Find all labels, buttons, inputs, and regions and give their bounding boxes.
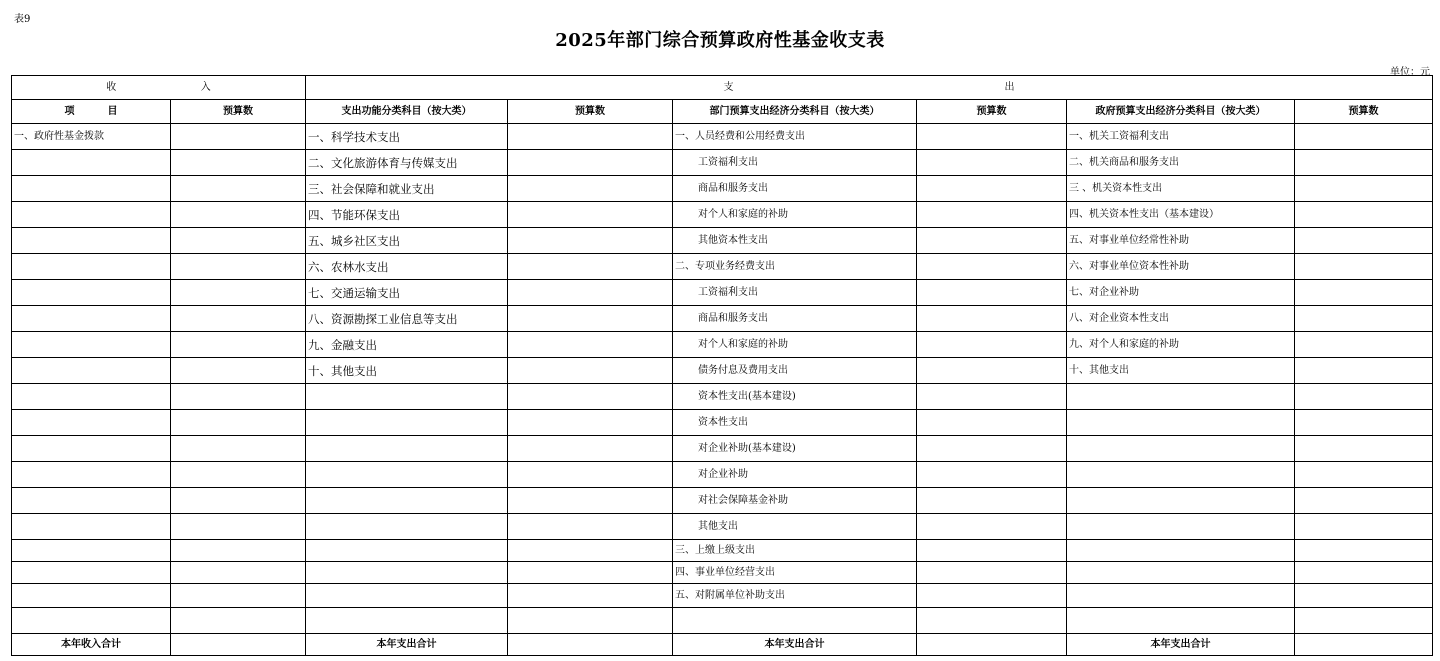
functional-item-cell: [306, 514, 508, 540]
functional-item-cell: 九、金融支出: [306, 332, 508, 358]
table-row: [12, 608, 1433, 634]
income-item-cell: [12, 608, 171, 634]
functional-item-cell: 十、其他支出: [306, 358, 508, 384]
income-item-cell: [12, 280, 171, 306]
totals-row: [12, 634, 1433, 656]
dept-economic-item-cell: 商品和服务支出: [673, 306, 917, 332]
functional-budget-cell: [508, 228, 673, 254]
functional-column-header: 支出功能分类科目（按大类）: [306, 100, 508, 124]
dept-economic-budget-cell: [917, 332, 1067, 358]
dept-economic-item-cell: 工资福利支出: [673, 280, 917, 306]
table-row: [12, 410, 1433, 436]
gov-economic-item-cell: 二、机关商品和服务支出: [1067, 150, 1295, 176]
income-budget-cell: [171, 488, 306, 514]
gov-economic-item-cell: [1067, 436, 1295, 462]
gov-economic-item-cell: [1067, 584, 1295, 608]
gov-economic-item-cell: [1067, 462, 1295, 488]
income-budget-cell: [171, 608, 306, 634]
dept-economic-budget-cell: [917, 584, 1067, 608]
income-budget-cell: [171, 124, 306, 150]
dept-economic-item-cell: 债务付息及费用支出: [673, 358, 917, 384]
dept-economic-item-cell: 其他支出: [673, 514, 917, 540]
budget-table: [11, 75, 1433, 656]
dept-economic-budget-cell: [917, 124, 1067, 150]
income-group-char-1: 收: [106, 81, 117, 93]
functional-item-cell: [306, 462, 508, 488]
income-budget-cell: [171, 358, 306, 384]
gov-economic-item-cell: [1067, 514, 1295, 540]
gov-economic-budget-cell: [1295, 514, 1433, 540]
table-row: [12, 150, 1433, 176]
income-item-cell: [12, 410, 171, 436]
functional-item-cell: [306, 584, 508, 608]
functional-budget-cell: [508, 150, 673, 176]
functional-budget-cell: [508, 410, 673, 436]
table-row: [12, 384, 1433, 410]
income-item-cell: [12, 514, 171, 540]
income-budget-cell: [171, 384, 306, 410]
income-budget-cell: [171, 228, 306, 254]
dept-economic-budget-cell: [917, 514, 1067, 540]
gov-economic-budget-cell: [1295, 584, 1433, 608]
table-row: [12, 280, 1433, 306]
functional-budget-cell: [508, 124, 673, 150]
table-tag: 表9: [14, 14, 31, 25]
dept-economic-item-cell: 对企业补助(基本建设): [673, 436, 917, 462]
functional-budget-cell: [508, 608, 673, 634]
functional-item-cell: [306, 410, 508, 436]
income-item-cell: [12, 488, 171, 514]
income-budget-cell: [171, 540, 306, 562]
income-budget-cell: [171, 332, 306, 358]
gov-economic-item-cell: [1067, 608, 1295, 634]
dept-economic-budget-cell: [917, 150, 1067, 176]
gov-economic-budget-cell: [1295, 608, 1433, 634]
functional-budget-cell: [508, 306, 673, 332]
income-item-cell: [12, 306, 171, 332]
dept-economic-item-cell: [673, 608, 917, 634]
dept-economic-budget-cell: [917, 306, 1067, 332]
dept-economic-budget-column-header: 预算数: [917, 100, 1067, 124]
functional-item-cell: 八、资源勘探工业信息等支出: [306, 306, 508, 332]
income-budget-cell: [171, 150, 306, 176]
expenditure-group-header: [306, 76, 1433, 100]
income-budget-cell: [171, 584, 306, 608]
gov-economic-item-cell: 四、机关资本性支出（基本建设）: [1067, 202, 1295, 228]
income-item-cell: [12, 462, 171, 488]
dept-economic-budget-cell: [917, 562, 1067, 584]
table-row: [12, 124, 1433, 150]
item-column-header: [12, 100, 171, 124]
gov-economic-budget-cell: [1295, 384, 1433, 410]
page-title: 2025年部门综合预算政府性基金收支表: [555, 30, 885, 51]
dept-economic-item-cell: 工资福利支出: [673, 150, 917, 176]
income-total-value: [171, 634, 306, 656]
expenditure-group-char-1: 支: [723, 81, 734, 93]
table-row: [12, 488, 1433, 514]
functional-item-cell: 二、文化旅游体育与传媒支出: [306, 150, 508, 176]
income-budget-cell: [171, 306, 306, 332]
table-row: [12, 562, 1433, 584]
income-item-cell: [12, 150, 171, 176]
gov-economic-budget-cell: [1295, 540, 1433, 562]
gov-total-value: [1295, 634, 1433, 656]
table-row: [12, 306, 1433, 332]
dept-economic-item-cell: 资本性支出: [673, 410, 917, 436]
dept-economic-item-cell: 对个人和家庭的补助: [673, 202, 917, 228]
income-budget-cell: [171, 410, 306, 436]
gov-economic-item-cell: 五、对事业单位经常性补助: [1067, 228, 1295, 254]
functional-total-value: [508, 634, 673, 656]
functional-total-label: 本年支出合计: [306, 634, 508, 656]
gov-economic-budget-cell: [1295, 562, 1433, 584]
functional-budget-cell: [508, 358, 673, 384]
table-body: [12, 124, 1433, 634]
dept-economic-budget-cell: [917, 540, 1067, 562]
dept-economic-item-cell: 对企业补助: [673, 462, 917, 488]
table-row: [12, 584, 1433, 608]
functional-budget-cell: [508, 562, 673, 584]
functional-item-cell: [306, 540, 508, 562]
income-item-cell: [12, 384, 171, 410]
gov-economic-item-cell: 六、对事业单位资本性补助: [1067, 254, 1295, 280]
income-item-cell: [12, 332, 171, 358]
functional-budget-cell: [508, 202, 673, 228]
table-row: [12, 462, 1433, 488]
gov-economic-budget-cell: [1295, 176, 1433, 202]
functional-item-cell: 三、社会保障和就业支出: [306, 176, 508, 202]
functional-budget-cell: [508, 254, 673, 280]
item-header-char-1: 项: [64, 105, 75, 117]
income-total-label: 本年收入合计: [12, 634, 171, 656]
gov-economic-column-header: 政府预算支出经济分类科目（按大类）: [1067, 100, 1295, 124]
gov-economic-item-cell: 七、对企业补助: [1067, 280, 1295, 306]
dept-economic-item-cell: 商品和服务支出: [673, 176, 917, 202]
income-item-cell: [12, 176, 171, 202]
income-item-cell: [12, 584, 171, 608]
functional-budget-cell: [508, 280, 673, 306]
income-item-cell: [12, 562, 171, 584]
income-budget-cell: [171, 176, 306, 202]
functional-budget-cell: [508, 584, 673, 608]
income-group-char-2: 入: [200, 81, 211, 93]
functional-budget-cell: [508, 462, 673, 488]
income-budget-cell: [171, 462, 306, 488]
functional-budget-cell: [508, 514, 673, 540]
income-budget-cell: [171, 254, 306, 280]
income-item-cell: [12, 436, 171, 462]
dept-economic-item-cell: 五、对附属单位补助支出: [673, 584, 917, 608]
functional-item-cell: [306, 488, 508, 514]
income-budget-cell: [171, 562, 306, 584]
gov-economic-budget-cell: [1295, 254, 1433, 280]
unit-label: 单位：元: [1390, 67, 1430, 78]
dept-economic-item-cell: 对个人和家庭的补助: [673, 332, 917, 358]
income-group-header: [12, 76, 306, 100]
gov-economic-budget-cell: [1295, 150, 1433, 176]
gov-economic-budget-cell: [1295, 306, 1433, 332]
dept-economic-item-cell: 四、事业单位经营支出: [673, 562, 917, 584]
income-item-cell: [12, 202, 171, 228]
income-item-cell: [12, 228, 171, 254]
gov-economic-item-cell: [1067, 384, 1295, 410]
gov-economic-item-cell: 三 、机关资本性支出: [1067, 176, 1295, 202]
functional-item-cell: 五、城乡社区支出: [306, 228, 508, 254]
income-budget-cell: [171, 280, 306, 306]
table-row: [12, 436, 1433, 462]
table-row: [12, 254, 1433, 280]
functional-item-cell: [306, 436, 508, 462]
functional-budget-cell: [508, 540, 673, 562]
functional-budget-cell: [508, 332, 673, 358]
dept-economic-budget-cell: [917, 608, 1067, 634]
gov-economic-budget-cell: [1295, 358, 1433, 384]
functional-budget-cell: [508, 176, 673, 202]
dept-economic-budget-cell: [917, 410, 1067, 436]
dept-economic-budget-cell: [917, 462, 1067, 488]
dept-economic-item-cell: 对社会保障基金补助: [673, 488, 917, 514]
expenditure-group-char-2: 出: [1004, 81, 1015, 93]
functional-item-cell: [306, 384, 508, 410]
dept-economic-item-cell: 资本性支出(基本建设): [673, 384, 917, 410]
dept-economic-item-cell: 三、上缴上级支出: [673, 540, 917, 562]
functional-budget-cell: [508, 436, 673, 462]
functional-budget-column-header: 预算数: [508, 100, 673, 124]
functional-item-cell: [306, 608, 508, 634]
gov-economic-budget-column-header: 预算数: [1295, 100, 1433, 124]
income-budget-cell: [171, 514, 306, 540]
functional-budget-cell: [508, 384, 673, 410]
dept-economic-budget-cell: [917, 176, 1067, 202]
functional-item-cell: 一、科学技术支出: [306, 124, 508, 150]
item-header-char-2: 目: [107, 105, 118, 117]
income-item-cell: 一、政府性基金拨款: [12, 124, 171, 150]
dept-economic-column-header: 部门预算支出经济分类科目（按大类）: [673, 100, 917, 124]
gov-economic-item-cell: [1067, 488, 1295, 514]
table-row: [12, 202, 1433, 228]
income-budget-column-header: 预算数: [171, 100, 306, 124]
gov-economic-budget-cell: [1295, 332, 1433, 358]
dept-economic-budget-cell: [917, 202, 1067, 228]
gov-economic-budget-cell: [1295, 124, 1433, 150]
column-header-row: [12, 100, 1433, 124]
income-item-cell: [12, 540, 171, 562]
table-row: [12, 540, 1433, 562]
gov-total-label: 本年支出合计: [1067, 634, 1295, 656]
table-row: [12, 332, 1433, 358]
functional-item-cell: 四、节能环保支出: [306, 202, 508, 228]
table-row: [12, 358, 1433, 384]
gov-economic-item-cell: [1067, 410, 1295, 436]
dept-economic-budget-cell: [917, 228, 1067, 254]
gov-economic-budget-cell: [1295, 488, 1433, 514]
income-budget-cell: [171, 202, 306, 228]
table-row: [12, 176, 1433, 202]
income-budget-cell: [171, 436, 306, 462]
dept-economic-budget-cell: [917, 384, 1067, 410]
dept-total-label: 本年支出合计: [673, 634, 917, 656]
gov-economic-budget-cell: [1295, 410, 1433, 436]
dept-economic-item-cell: 一、人员经费和公用经费支出: [673, 124, 917, 150]
income-item-cell: [12, 254, 171, 280]
dept-economic-budget-cell: [917, 436, 1067, 462]
gov-economic-item-cell: 一、机关工资福利支出: [1067, 124, 1295, 150]
dept-economic-budget-cell: [917, 488, 1067, 514]
gov-economic-item-cell: [1067, 540, 1295, 562]
gov-economic-budget-cell: [1295, 436, 1433, 462]
gov-economic-item-cell: 十、其他支出: [1067, 358, 1295, 384]
dept-economic-budget-cell: [917, 254, 1067, 280]
functional-item-cell: 七、交通运输支出: [306, 280, 508, 306]
gov-economic-item-cell: 八、对企业资本性支出: [1067, 306, 1295, 332]
functional-item-cell: [306, 562, 508, 584]
gov-economic-budget-cell: [1295, 462, 1433, 488]
gov-economic-budget-cell: [1295, 202, 1433, 228]
income-item-cell: [12, 358, 171, 384]
gov-economic-budget-cell: [1295, 228, 1433, 254]
table-row: [12, 514, 1433, 540]
gov-economic-item-cell: [1067, 562, 1295, 584]
dept-economic-budget-cell: [917, 280, 1067, 306]
group-header-row: [12, 76, 1433, 100]
gov-economic-budget-cell: [1295, 280, 1433, 306]
dept-economic-budget-cell: [917, 358, 1067, 384]
dept-total-value: [917, 634, 1067, 656]
dept-economic-item-cell: 其他资本性支出: [673, 228, 917, 254]
table-row: [12, 228, 1433, 254]
functional-budget-cell: [508, 488, 673, 514]
dept-economic-item-cell: 二、专项业务经费支出: [673, 254, 917, 280]
gov-economic-item-cell: 九、对个人和家庭的补助: [1067, 332, 1295, 358]
functional-item-cell: 六、农林水支出: [306, 254, 508, 280]
